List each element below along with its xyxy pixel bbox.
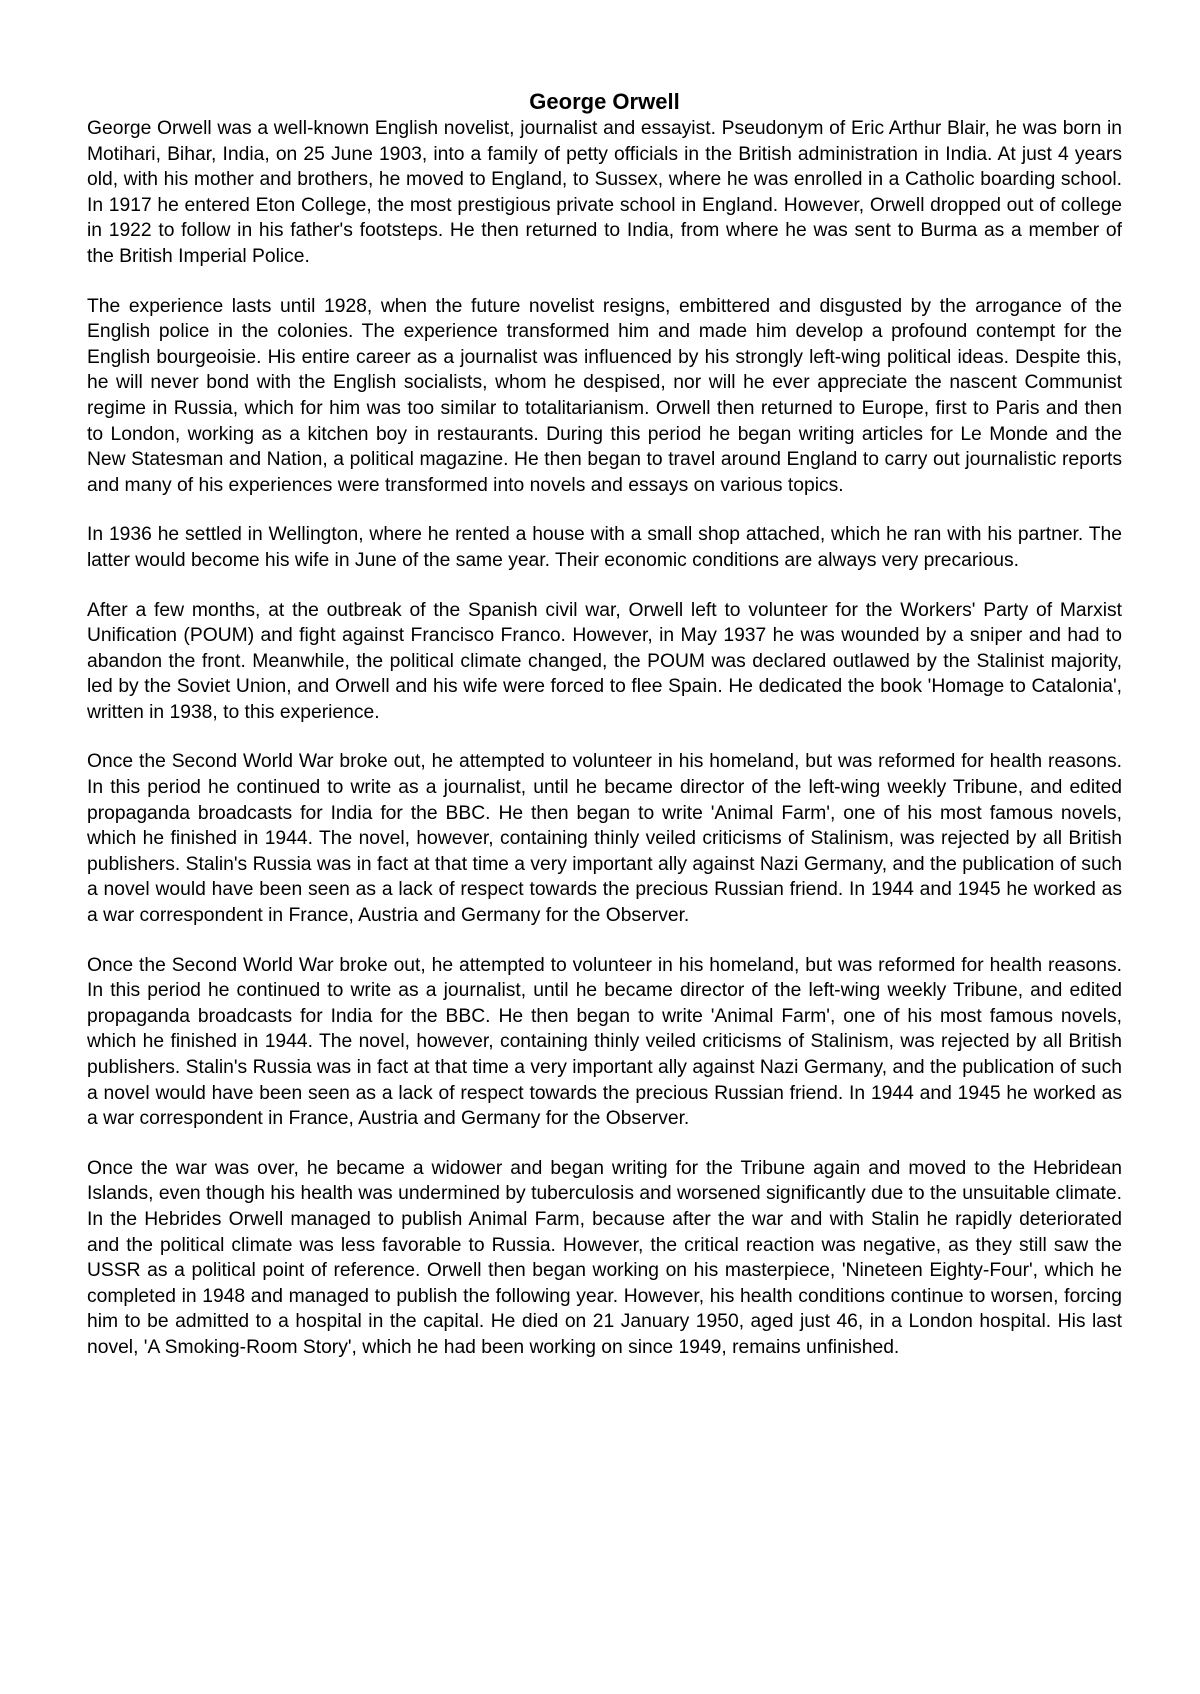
paragraph-spanish-civil-war: After a few months, at the outbreak of the Spanish civil war, Orwell left to volunteer for the Workers' Party of Marxist Unification (POUM) and fight against Francisco Franco. However, in May 1937 he was wounded by a sniper and had to abandon the front. Meanwhile, the political climate changed, the POUM was declared outlawed by the Stalinist majority, led by the Soviet Union, and Orwell and his wife were forced to flee Spain. He dedicated the book 'Homage to Catalonia', written in 1938, to this experience. (87, 599, 1122, 723)
paragraph-early-life: George Orwell was a well-known English novelist, journalist and essayist. Pseudonym of Eric Arthur Blair, he was born in Motihari, Bihar, India, on 25 June 1903, into a family of petty officials in the British administration in India. At just 4 years old, with his mother and brothers, he moved to England, to Sussex, where he was enrolled in a Catholic boarding school. In 1917 he entered Eton College, the most prestigious private school in England. However, Orwell dropped out of college in 1922 to follow in his father's footsteps. He then returned to India, from where he was sent to Burma as a member of the British Imperial Police. (87, 118, 1122, 267)
paragraph-burma-and-journalism: The experience lasts until 1928, when the future novelist resigns, embittered and disgusted by the arrogance of the English police in the colonies. The experience transformed him and made him develop a profound contempt for the English bourgeoisie. His entire career as a journalist was influenced by his strongly left-wing political ideas. Despite this, he will never bond with the English socialists, whom he despised, nor will he ever appreciate the nascent Communist regime in Russia, which for him was too similar to totalitarianism. Orwell then returned to Europe, first to Paris and then to London, working as a kitchen boy in restaurants. During this period he began writing articles for Le Monde and the New Statesman and Nation, a political magazine. He then began to travel around England to carry out journalistic reports and many of his experiences were transformed into novels and essays on various topics. (87, 295, 1122, 496)
paragraph-second-world-war: Once the Second World War broke out, he attempted to volunteer in his homeland, but was reformed for health reasons. In this period he continued to write as a journalist, until he became director of the left-wing weekly Tribune, and edited propaganda broadcasts for India for the BBC. He then began to write 'Animal Farm', one of his most famous novels, which he finished in 1944. The novel, however, containing thinly veiled criticisms of Stalinism, was rejected by all British publishers. Stalin's Russia was in fact at that time a very important ally against Nazi Germany, and the publication of such a novel would have been seen as a lack of respect towards the precious Russian friend. In 1944 and 1945 he worked as a war correspondent in France, Austria and Germany for the Observer. (87, 751, 1122, 927)
paragraph-wellington: In 1936 he settled in Wellington, where he rented a house with a small shop attached, which he ran with his partner. The latter would become his wife in June of the same year. Their economic conditions are always very precarious. (87, 524, 1122, 571)
paragraph-second-world-war-repeat: Once the Second World War broke out, he attempted to volunteer in his homeland, but was reformed for health reasons. In this period he continued to write as a journalist, until he became director of the left-wing weekly Tribune, and edited propaganda broadcasts for India for the BBC. He then began to write 'Animal Farm', one of his most famous novels, which he finished in 1944. The novel, however, containing thinly veiled criticisms of Stalinism, was rejected by all British publishers. Stalin's Russia was in fact at that time a very important ally against Nazi Germany, and the publication of such a novel would have been seen as a lack of respect towards the precious Russian friend. In 1944 and 1945 he worked as a war correspondent in France, Austria and Germany for the Observer. (87, 954, 1122, 1130)
paragraph-final-years: Once the war was over, he became a widower and began writing for the Tribune again and moved to the Hebridean Islands, even though his health was undermined by tuberculosis and worsened significantly due to the unsuitable climate. In the Hebrides Orwell managed to publish Animal Farm, because after the war and with Stalin he rapidly deteriorated and the political climate was less favorable to Russia. However, the critical reaction was negative, as they still saw the USSR as a political point of reference. Orwell then began working on his masterpiece, 'Nineteen Eighty-Four', which he completed in 1948 and managed to publish the following year. However, his health conditions continue to worsen, forcing him to be admitted to a hospital in the capital. He died on 21 January 1950, aged just 46, in a London hospital. His last novel, 'A Smoking-Room Story', which he had been working on since 1949, remains unfinished. (87, 1157, 1122, 1358)
document-title: George Orwell (529, 89, 680, 114)
document-page (87, 88, 1122, 1361)
